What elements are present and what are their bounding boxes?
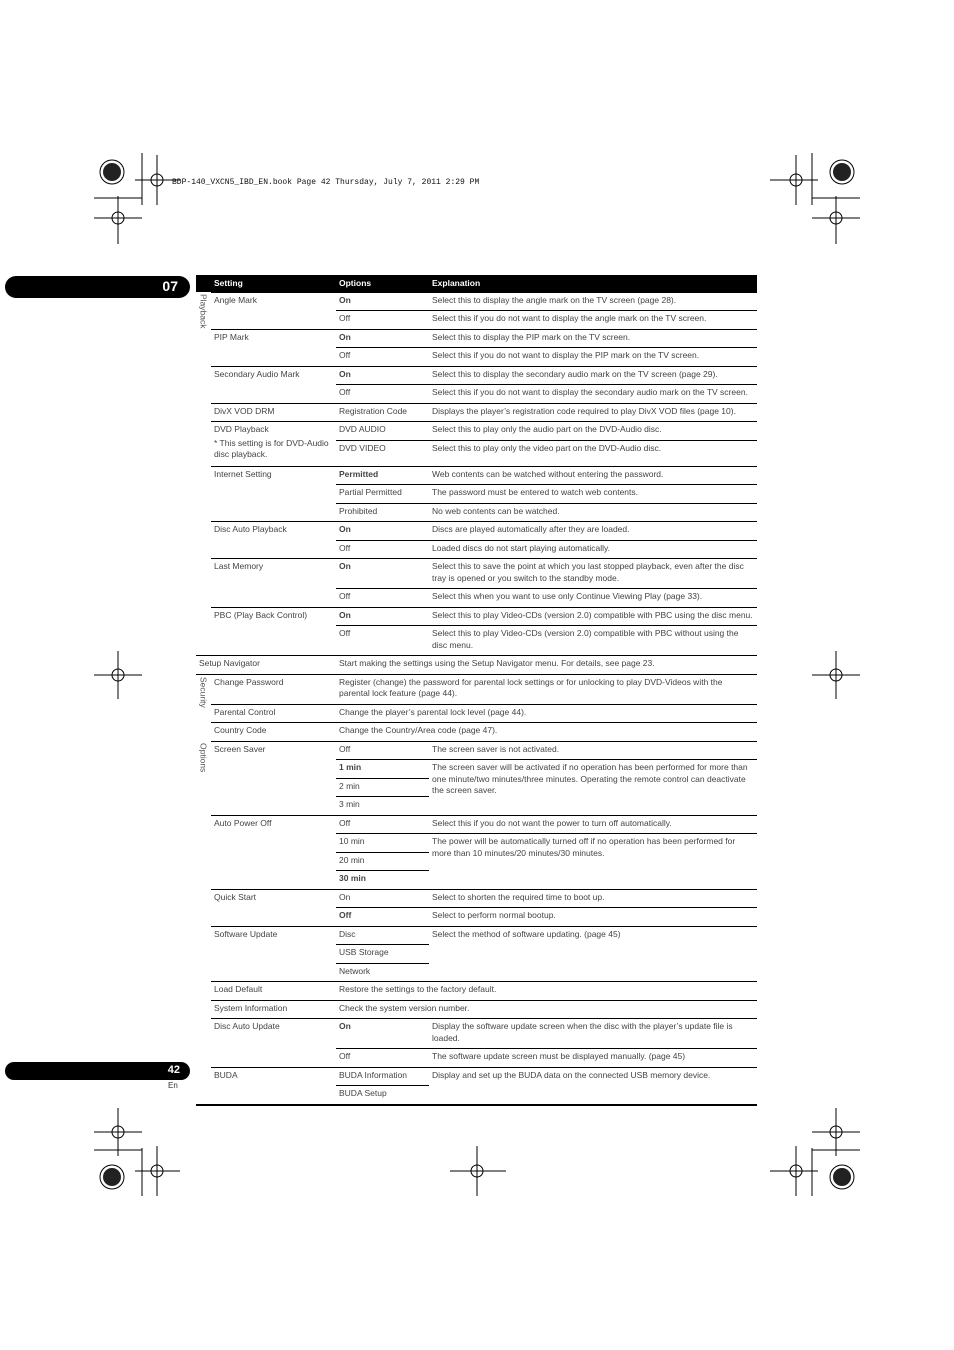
print-header: BDP-140_VXCN5_IBD_EN.book Page 42 Thursday, July 7, 2011 2:29 PM	[172, 178, 480, 187]
explanation-cell: Select this to play Video-CDs (version 2.0) compatible with PBC without using the disc menu.	[429, 626, 757, 656]
explanation-cell: Select this when you want to use only Continue Viewing Play (page 33).	[429, 589, 757, 608]
explanation-cell: Check the system version number.	[336, 1000, 757, 1019]
option-cell: On	[336, 329, 429, 348]
explanation-cell: Select this if you do not want the power to turn off automatically.	[429, 815, 757, 834]
option-cell: On	[336, 607, 429, 626]
explanation-cell: Loaded discs do not start playing automatically.	[429, 540, 757, 559]
table-row	[196, 522, 757, 541]
setting-cell: Last Memory	[211, 559, 336, 608]
table-row	[196, 559, 757, 589]
table-row	[196, 674, 757, 704]
header-options: Options	[336, 275, 429, 292]
header-setting: Setting	[211, 275, 336, 292]
explanation-cell: Discs are played automatically after they are loaded.	[429, 522, 757, 541]
registration-mark-icon	[94, 1108, 180, 1196]
option-cell: Permitted	[336, 466, 429, 485]
setting-cell: System Information	[211, 1000, 336, 1019]
chapter-tab	[5, 276, 190, 298]
option-cell: Partial Permitted	[336, 485, 429, 504]
explanation-cell: Select this to save the point at which you last stopped playback, even after the disc tray is opened or you switch to the standby mode.	[429, 559, 757, 589]
group-label-playback: Playback	[198, 294, 209, 329]
explanation-cell: No web contents can be watched.	[429, 503, 757, 522]
explanation-cell: The power will be automatically turned off if no operation has been performed for more than 10 minutes/20 minutes/30 minutes.	[429, 834, 757, 890]
setting-cell: Disc Auto Update	[211, 1019, 336, 1068]
option-cell: 2 min	[336, 778, 429, 797]
option-cell: On	[336, 522, 429, 541]
registration-mark-icon	[812, 651, 860, 699]
table-row	[196, 723, 757, 742]
table-row	[196, 366, 757, 385]
option-cell: Off	[336, 908, 429, 927]
page-number: 42	[167, 1064, 180, 1076]
explanation-cell: Change the player’s parental lock level (page 44).	[336, 704, 757, 723]
explanation-cell: Select this to play Video-CDs (version 2.0) compatible with PBC using the disc menu.	[429, 607, 757, 626]
option-cell: Off	[336, 815, 429, 834]
table-row	[196, 1067, 757, 1086]
registration-mark-icon	[770, 1108, 860, 1196]
setting-cell: Screen Saver	[211, 741, 336, 815]
explanation-cell: The screen saver is not activated.	[429, 741, 757, 760]
explanation-cell: Select this if you do not want to display the PIP mark on the TV screen.	[429, 348, 757, 367]
option-cell: Off	[336, 540, 429, 559]
option-cell: 30 min	[336, 871, 429, 890]
option-cell: USB Storage	[336, 945, 429, 964]
page-language: En	[168, 1081, 178, 1090]
setting-cell: Parental Control	[211, 704, 336, 723]
explanation-cell: Display and set up the BUDA data on the connected USB memory device.	[429, 1067, 757, 1105]
explanation-cell: Select to perform normal bootup.	[429, 908, 757, 927]
option-cell: Off	[336, 311, 429, 330]
registration-mark-icon	[94, 153, 180, 244]
table-row	[196, 329, 757, 348]
table-row	[196, 982, 757, 1001]
setting-cell: BUDA	[211, 1067, 336, 1105]
option-cell: Network	[336, 963, 429, 982]
group-playback	[196, 292, 211, 656]
option-cell: On	[336, 1019, 429, 1049]
table-row	[196, 292, 757, 311]
option-cell: DVD AUDIO	[336, 422, 429, 441]
explanation-cell: Select this if you do not want to display the angle mark on the TV screen.	[429, 311, 757, 330]
option-cell: Off	[336, 589, 429, 608]
option-cell: On	[336, 889, 429, 908]
setting-cell: Software Update	[211, 926, 336, 982]
explanation-cell: Select this to display the secondary audio mark on the TV screen (page 29).	[429, 366, 757, 385]
setting-cell: Internet Setting	[211, 466, 336, 522]
option-cell: On	[336, 292, 429, 311]
option-cell: DVD VIDEO	[336, 440, 429, 466]
option-cell: Registration Code	[336, 403, 429, 422]
header-explanation: Explanation	[429, 275, 757, 292]
setting-cell: Quick Start	[211, 889, 336, 926]
setting-cell: Auto Power Off	[211, 815, 336, 889]
setting-cell: Load Default	[211, 982, 336, 1001]
explanation-cell: Start making the settings using the Setup Navigator menu. For details, see page 23.	[336, 656, 757, 675]
setting-cell: Angle Mark	[211, 292, 336, 329]
group-label-options: Options	[198, 743, 209, 773]
setting-cell: PBC (Play Back Control)	[211, 607, 336, 656]
settings-table	[196, 275, 757, 1106]
option-cell: Off	[336, 626, 429, 656]
option-cell: 3 min	[336, 797, 429, 816]
explanation-cell: Select this to play only the video part on the DVD-Audio disc.	[429, 440, 757, 466]
explanation-cell: Select the method of software updating. (page 45)	[429, 926, 757, 982]
table-row	[196, 1019, 757, 1049]
table-row	[196, 889, 757, 908]
option-cell: On	[336, 366, 429, 385]
option-cell: Off	[336, 741, 429, 760]
explanation-cell: Select this if you do not want to display the secondary audio mark on the TV screen.	[429, 385, 757, 404]
option-cell: BUDA Information	[336, 1067, 429, 1086]
registration-mark-icon	[450, 1146, 506, 1196]
table-row	[196, 741, 757, 760]
table-row	[196, 1000, 757, 1019]
explanation-cell: Restore the settings to the factory default.	[336, 982, 757, 1001]
explanation-cell: Change the Country/Area code (page 47).	[336, 723, 757, 742]
chapter-number: 07	[162, 278, 178, 294]
explanation-cell: Select this to display the angle mark on the TV screen (page 28).	[429, 292, 757, 311]
setting-cell	[211, 422, 336, 467]
option-cell: Prohibited	[336, 503, 429, 522]
option-cell: Off	[336, 348, 429, 367]
option-cell: 10 min	[336, 834, 429, 853]
explanation-cell: Select this to play only the audio part on the DVD-Audio disc.	[429, 422, 757, 441]
table-row	[196, 466, 757, 485]
explanation-cell: The software update screen must be displayed manually. (page 45)	[429, 1049, 757, 1068]
table-header-row	[196, 275, 757, 292]
option-cell: 20 min	[336, 852, 429, 871]
option-cell: Disc	[336, 926, 429, 945]
setting-cell: DivX VOD DRM	[211, 403, 336, 422]
explanation-cell: Display the software update screen when the disc with the player’s update file is loaded.	[429, 1019, 757, 1049]
table-row	[196, 422, 757, 441]
explanation-cell: Web contents can be watched without entering the password.	[429, 466, 757, 485]
explanation-cell: Select this to display the PIP mark on the TV screen.	[429, 329, 757, 348]
setting-cell: PIP Mark	[211, 329, 336, 366]
registration-mark-icon	[94, 651, 142, 699]
setting-note: * This setting is for DVD-Audio disc playback.	[214, 437, 329, 459]
option-cell: Off	[336, 385, 429, 404]
group-security	[196, 674, 211, 741]
setting-cell: Secondary Audio Mark	[211, 366, 336, 403]
table-row	[196, 607, 757, 626]
group-options	[196, 741, 211, 1105]
explanation-cell: Displays the player’s registration code required to play DivX VOD files (page 10).	[429, 403, 757, 422]
group-label-security: Security	[198, 676, 209, 708]
setting-label: DVD Playback	[214, 424, 269, 434]
option-cell: Off	[336, 1049, 429, 1068]
table-row	[196, 815, 757, 834]
table-row	[196, 704, 757, 723]
setting-cell: Change Password	[211, 674, 336, 704]
table-header-blank	[196, 275, 211, 292]
table-row	[196, 403, 757, 422]
explanation-cell: The screen saver will be activated if no operation has been performed for more than one minute/two minutes/three minutes. Operating the remote control can deactivate the screen saver.	[429, 760, 757, 816]
registration-mark-icon	[770, 153, 860, 244]
setting-cell: Setup Navigator	[196, 656, 336, 675]
option-cell: BUDA Setup	[336, 1086, 429, 1105]
setting-cell: Disc Auto Playback	[211, 522, 336, 559]
explanation-cell: Register (change) the password for parental lock settings or for unlocking to play DVD-Videos with the parental lock feature (page 44).	[336, 674, 757, 704]
explanation-cell: Select to shorten the required time to boot up.	[429, 889, 757, 908]
setting-cell: Country Code	[211, 723, 336, 742]
explanation-cell: The password must be entered to watch web contents.	[429, 485, 757, 504]
option-cell: 1 min	[336, 760, 429, 779]
table-row	[196, 656, 757, 675]
option-cell: On	[336, 559, 429, 589]
table-row	[196, 926, 757, 945]
page-tab	[5, 1062, 190, 1080]
